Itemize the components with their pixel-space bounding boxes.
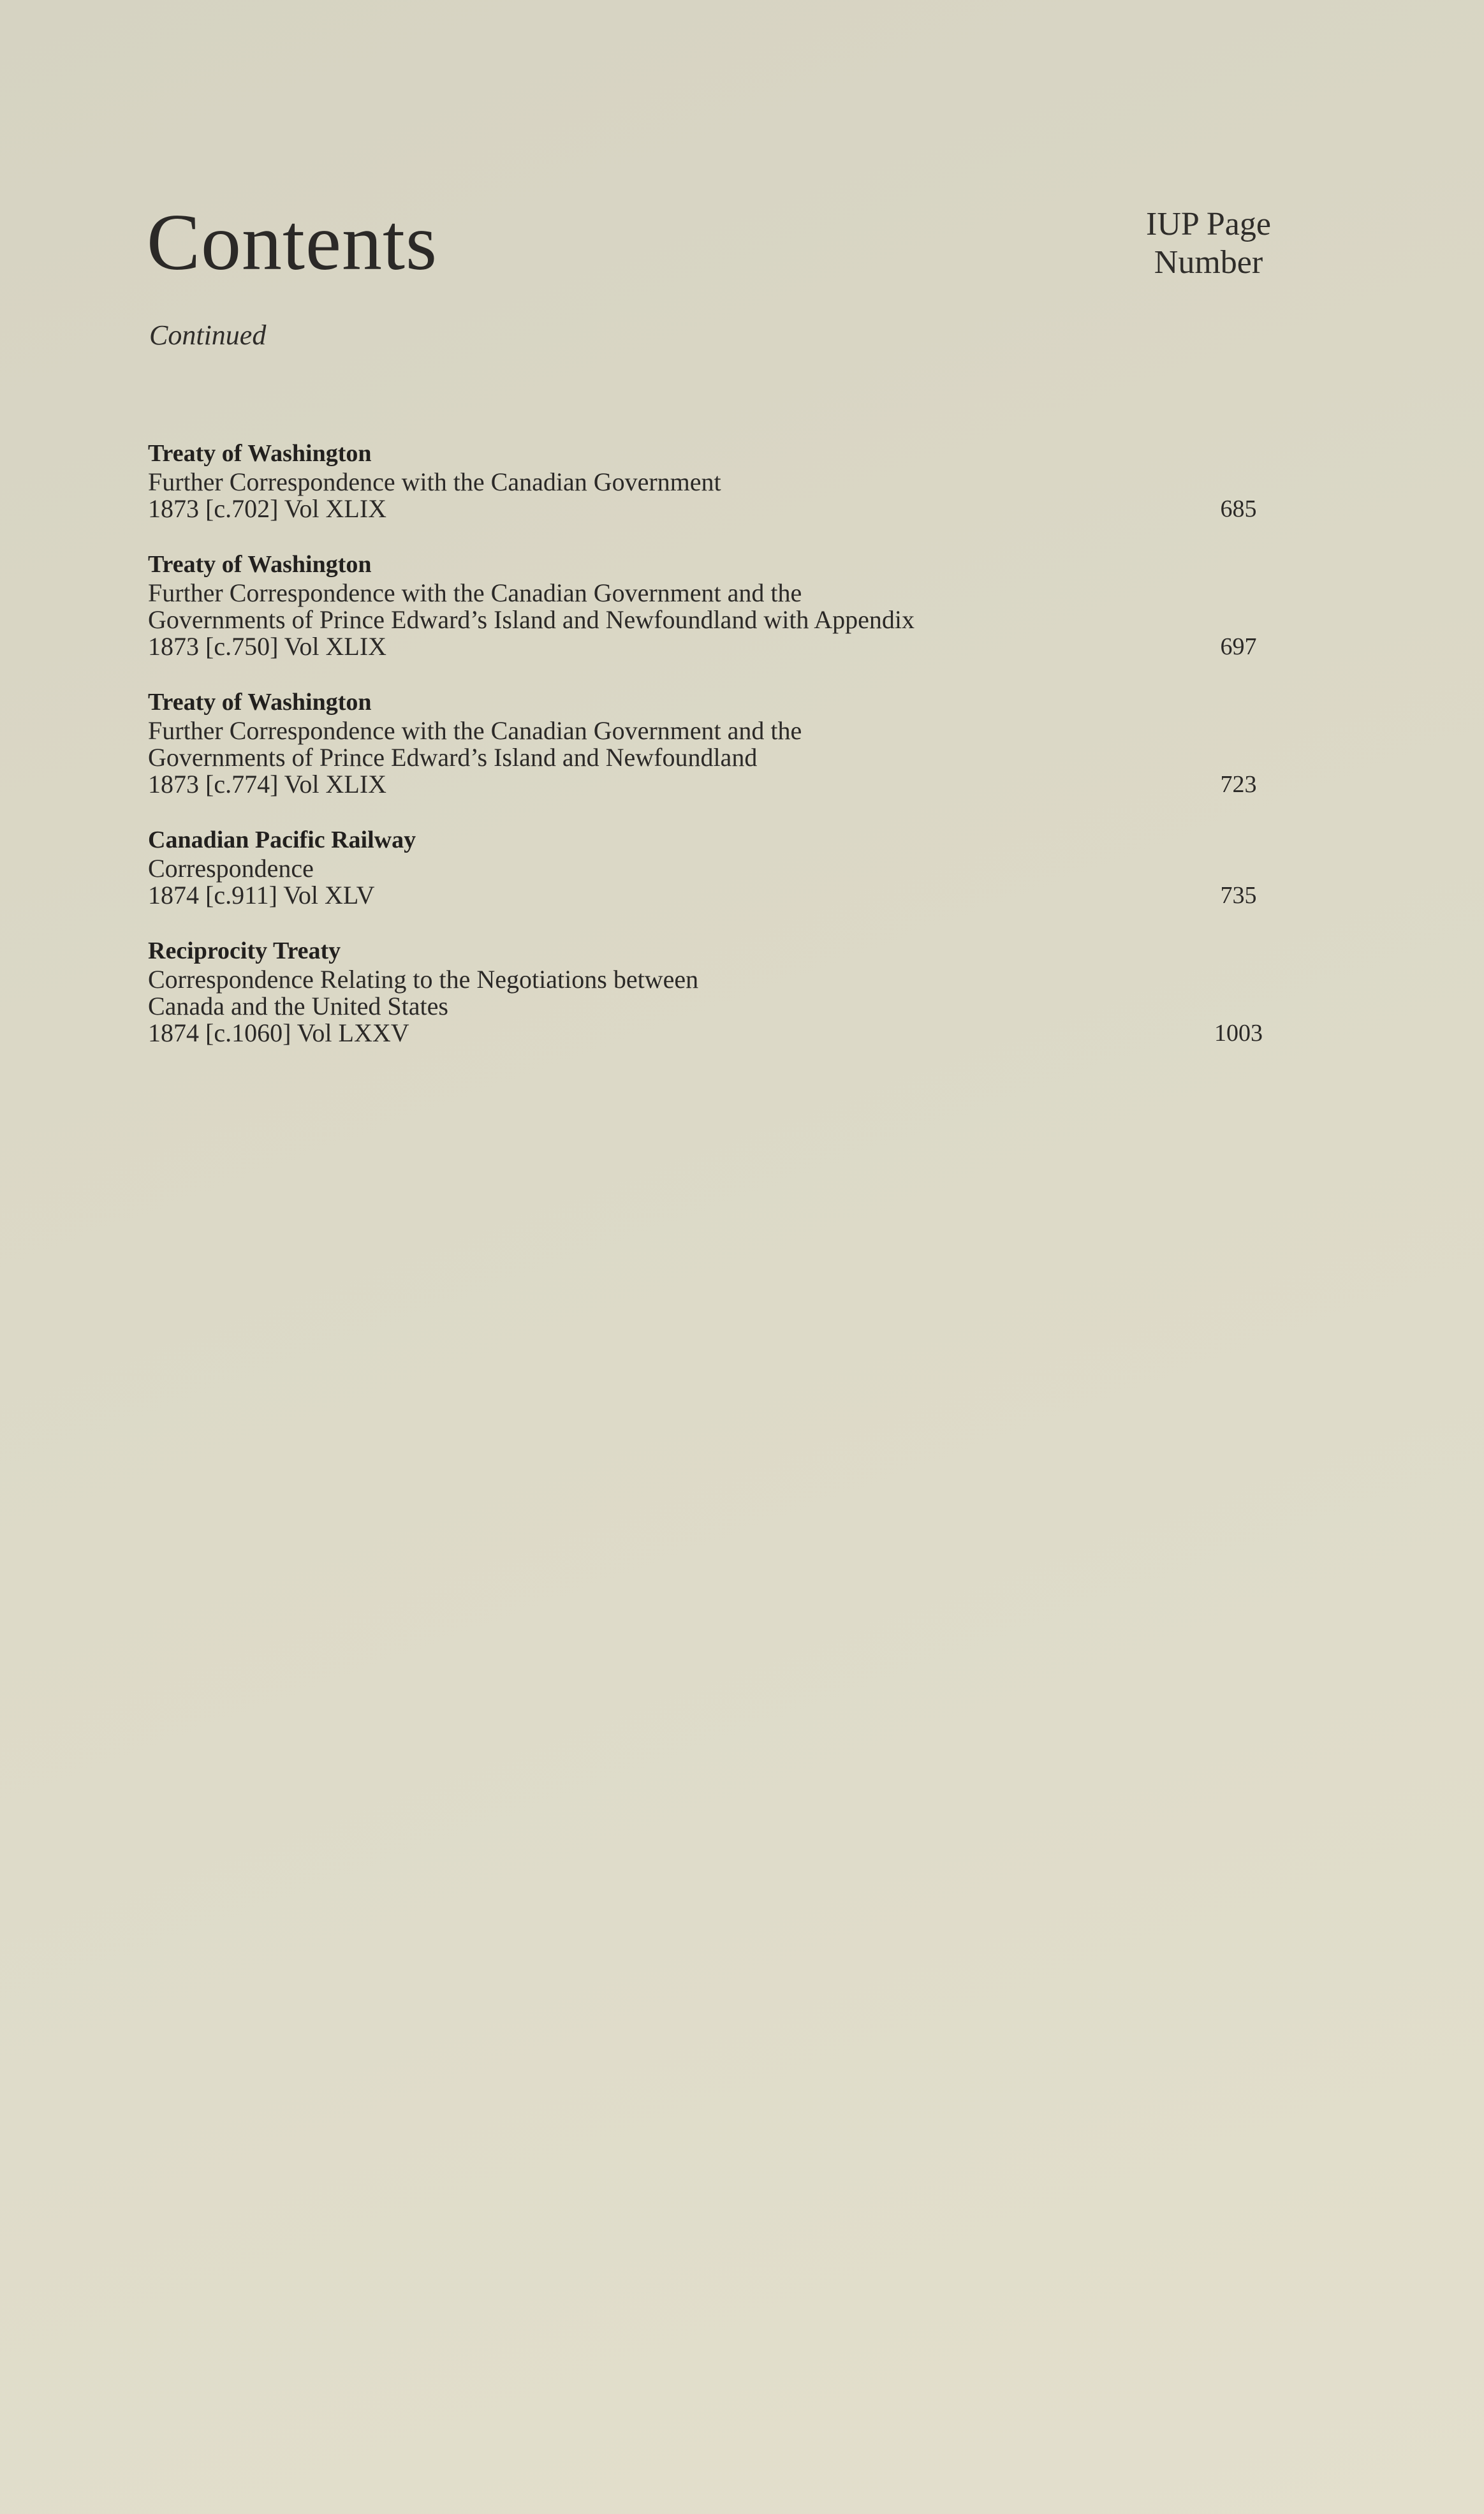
page-column-header-line2: Number	[1154, 244, 1263, 281]
entry-title: Treaty of Washington	[148, 551, 372, 578]
entry-page-number: 1003	[1214, 1020, 1263, 1047]
entry-line: Correspondence Relating to the Negotiations between	[148, 965, 699, 994]
entry-title: Canadian Pacific Railway	[148, 827, 416, 853]
contents-entry	[148, 687, 1334, 798]
entry-page-number: 685	[1220, 496, 1257, 522]
page-number-column-header	[1084, 205, 1333, 282]
entry-line: Correspondence	[148, 854, 314, 883]
contents-entry	[148, 936, 1334, 1047]
entry-line: 1874 [c.1060] Vol LXXV	[148, 1018, 409, 1047]
entry-line: Governments of Prince Edward’s Island and Newfoundland	[148, 743, 758, 772]
page-column-header-line1: IUP Page	[1146, 206, 1271, 242]
contents-entry	[148, 550, 1334, 660]
entry-line: 1873 [c.702] Vol XLIX	[148, 494, 387, 523]
entry-line: Further Correspondence with the Canadian Government and the	[148, 578, 802, 607]
page-subtitle: Continued	[149, 320, 267, 351]
entry-title: Treaty of Washington	[148, 440, 372, 467]
contents-entry	[148, 825, 1334, 909]
contents-list	[148, 439, 1334, 1074]
entry-line: 1874 [c.911] Vol XLV	[148, 881, 375, 909]
entry-page-number: 723	[1220, 771, 1257, 798]
entry-line: Further Correspondence with the Canadian Government	[148, 467, 721, 496]
entry-line: 1873 [c.774] Vol XLIX	[148, 770, 387, 798]
entry-title: Treaty of Washington	[148, 689, 372, 716]
entry-line: Further Correspondence with the Canadian Government and the	[148, 716, 802, 745]
contents-entry	[148, 439, 1334, 522]
entry-page-number: 697	[1220, 633, 1257, 660]
entry-line: Canada and the United States	[148, 992, 448, 1020]
entry-line: Governments of Prince Edward’s Island and Newfoundland with Appendix	[148, 605, 915, 634]
entry-line: 1873 [c.750] Vol XLIX	[148, 632, 387, 661]
entry-title: Reciprocity Treaty	[148, 937, 341, 964]
entry-page-number: 735	[1220, 882, 1257, 909]
page-title: Contents	[147, 198, 438, 287]
